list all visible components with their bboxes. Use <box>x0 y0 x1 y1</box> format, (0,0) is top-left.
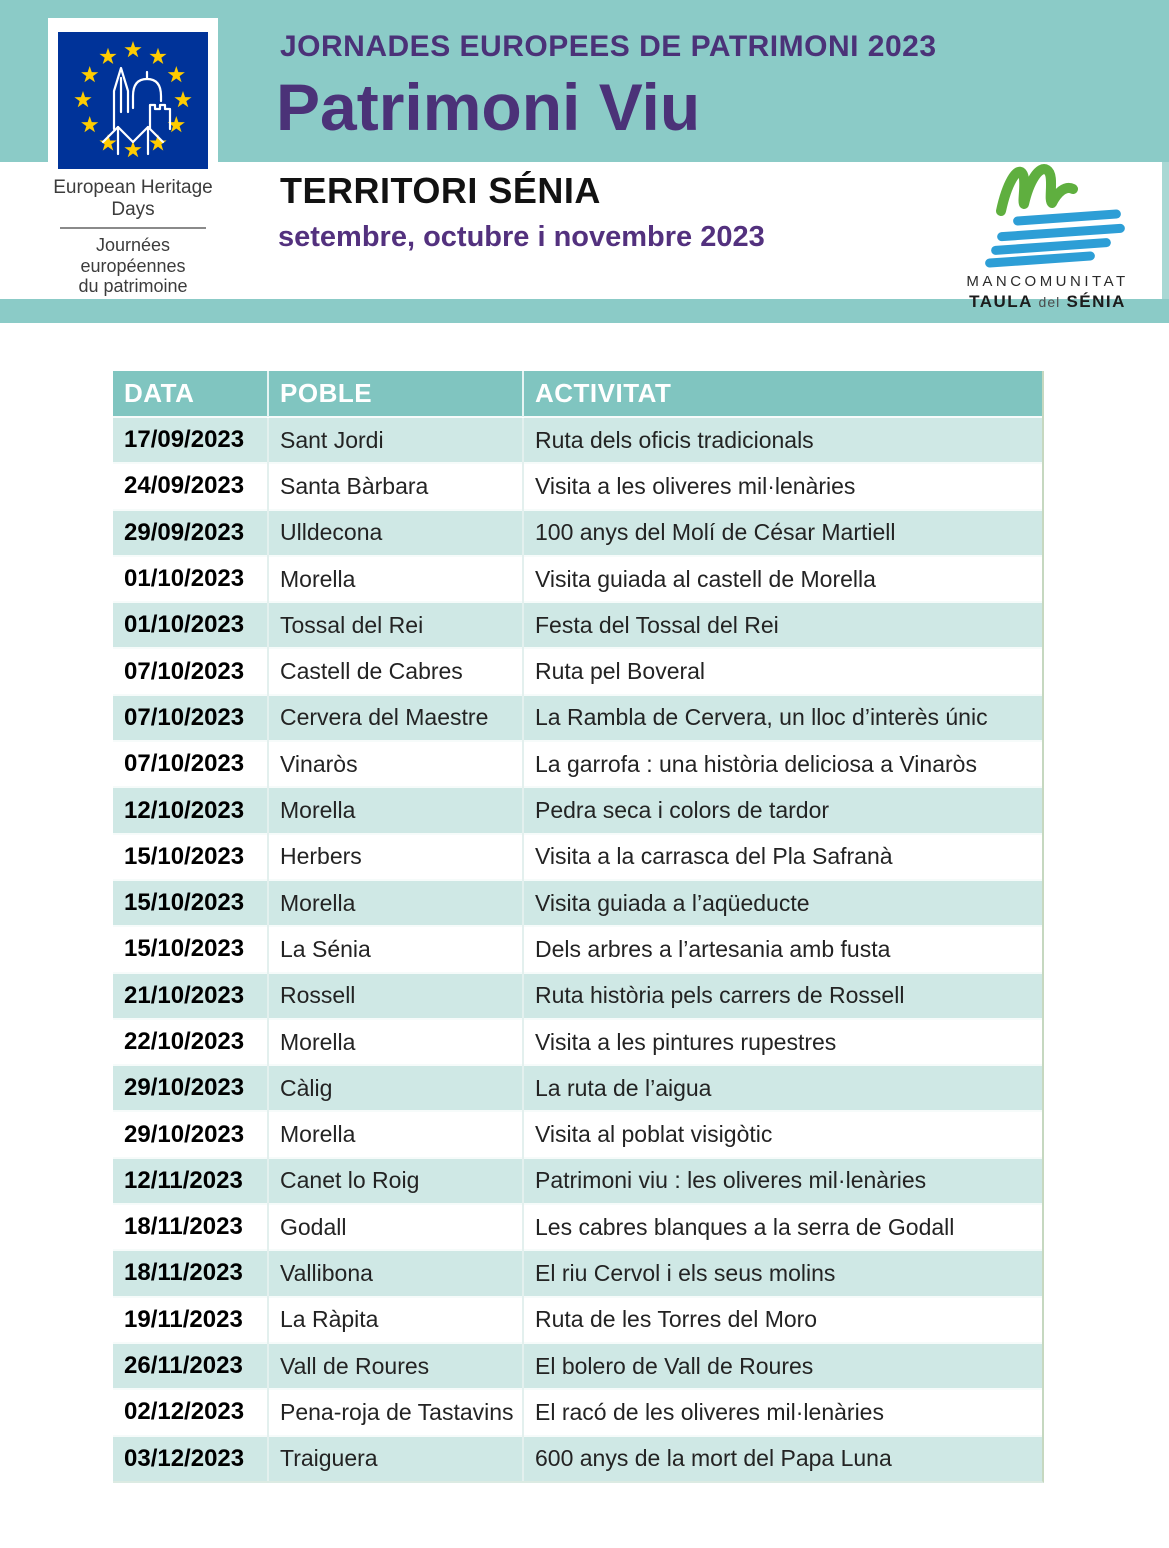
dates-subtitle: setembre, octubre i novembre 2023 <box>278 221 765 253</box>
event-activity: Ruta dels oficis tradicionals <box>523 417 1042 463</box>
table-row <box>113 648 1042 694</box>
table-row <box>113 695 1042 741</box>
event-date: 12/11/2023 <box>113 1158 268 1204</box>
event-activity: Visita guiada al castell de Morella <box>523 556 1042 602</box>
event-town: Sant Jordi <box>268 417 523 463</box>
ehd-logo-text-en: European Heritage Days <box>53 177 213 220</box>
ehd-logo-text-fr2: du patrimoine <box>78 276 188 297</box>
column-header-activitat: ACTIVITAT <box>523 371 1042 417</box>
event-activity: La garrofa : una història deliciosa a Vinaròs <box>523 741 1042 787</box>
table-row <box>113 1158 1042 1204</box>
event-activity: La Rambla de Cervera, un lloc d’interès únic <box>523 695 1042 741</box>
event-town: Morella <box>268 556 523 602</box>
event-activity: Festa del Tossal del Rei <box>523 602 1042 648</box>
territory-subtitle: TERRITORI SÉNIA <box>280 170 601 211</box>
table-header-row <box>113 371 1042 417</box>
event-town: Castell de Cabres <box>268 648 523 694</box>
event-activity: El riu Cervol i els seus molins <box>523 1250 1042 1296</box>
del-word: del <box>1038 294 1061 310</box>
event-town: Morella <box>268 880 523 926</box>
event-kicker: JORNADES EUROPEES DE PATRIMONI 2023 <box>280 30 937 63</box>
taula-del-senia-label <box>955 292 1140 312</box>
ehd-logo-divider <box>60 227 206 229</box>
event-town: Càlig <box>268 1065 523 1111</box>
mancomunitat-logo <box>955 155 1140 311</box>
event-activity: Visita a les oliveres mil·lenàries <box>523 463 1042 509</box>
event-town: Morella <box>268 1019 523 1065</box>
event-town: Ulldecona <box>268 510 523 556</box>
table-row <box>113 880 1042 926</box>
table-row <box>113 1019 1042 1065</box>
table-row <box>113 973 1042 1019</box>
event-activity: Ruta història pels carrers de Rossell <box>523 973 1042 1019</box>
event-activity: Ruta pel Boveral <box>523 648 1042 694</box>
page-title: Patrimoni Viu <box>276 70 701 144</box>
event-activity: El bolero de Vall de Roures <box>523 1343 1042 1389</box>
table-row <box>113 1065 1042 1111</box>
event-date: 03/12/2023 <box>113 1436 268 1481</box>
event-town: Canet lo Roig <box>268 1158 523 1204</box>
event-date: 19/11/2023 <box>113 1297 268 1343</box>
taula-word: TAULA <box>969 292 1033 311</box>
table-row <box>113 417 1042 463</box>
event-date: 15/10/2023 <box>113 834 268 880</box>
event-date: 18/11/2023 <box>113 1250 268 1296</box>
event-town: Vallibona <box>268 1250 523 1296</box>
column-header-data: DATA <box>113 371 268 417</box>
event-activity: Visita a les pintures rupestres <box>523 1019 1042 1065</box>
table-row <box>113 1204 1042 1250</box>
mancomunitat-m-icon <box>993 157 1103 219</box>
event-town: Tossal del Rei <box>268 602 523 648</box>
event-activity: Patrimoni viu : les oliveres mil·lenàries <box>523 1158 1042 1204</box>
event-date: 01/10/2023 <box>113 556 268 602</box>
event-activity: Visita a la carrasca del Pla Safranà <box>523 834 1042 880</box>
event-town: Vinaròs <box>268 741 523 787</box>
event-activity: 100 anys del Molí de César Martiell <box>523 510 1042 556</box>
event-town: Vall de Roures <box>268 1343 523 1389</box>
event-activity: Les cabres blanques a la serra de Godall <box>523 1204 1042 1250</box>
event-activity: El racó de les oliveres mil·lenàries <box>523 1389 1042 1435</box>
event-town: Santa Bàrbara <box>268 463 523 509</box>
event-date: 07/10/2023 <box>113 741 268 787</box>
event-town: Traiguera <box>268 1436 523 1481</box>
table-row <box>113 1389 1042 1435</box>
event-date: 12/10/2023 <box>113 787 268 833</box>
event-date: 07/10/2023 <box>113 648 268 694</box>
table-row <box>113 1250 1042 1296</box>
table-row <box>113 787 1042 833</box>
table-row <box>113 834 1042 880</box>
table-row <box>113 1297 1042 1343</box>
event-date: 29/09/2023 <box>113 510 268 556</box>
event-town: Godall <box>268 1204 523 1250</box>
table-row <box>113 1436 1042 1481</box>
event-date: 29/10/2023 <box>113 1065 268 1111</box>
european-heritage-days-logo <box>48 18 218 297</box>
table-row <box>113 510 1042 556</box>
table-row <box>113 602 1042 648</box>
event-date: 15/10/2023 <box>113 926 268 972</box>
event-town: La Sénia <box>268 926 523 972</box>
event-date: 02/12/2023 <box>113 1389 268 1435</box>
event-activity: Visita al poblat visigòtic <box>523 1111 1042 1157</box>
event-date: 15/10/2023 <box>113 880 268 926</box>
event-date: 26/11/2023 <box>113 1343 268 1389</box>
event-town: Morella <box>268 787 523 833</box>
event-date: 21/10/2023 <box>113 973 268 1019</box>
event-town: Morella <box>268 1111 523 1157</box>
event-date: 17/09/2023 <box>113 417 268 463</box>
table-row <box>113 741 1042 787</box>
table-row <box>113 926 1042 972</box>
event-date: 01/10/2023 <box>113 602 268 648</box>
event-date: 29/10/2023 <box>113 1111 268 1157</box>
table-row <box>113 556 1042 602</box>
event-town: Herbers <box>268 834 523 880</box>
event-activity: Visita guiada a l’aqüeducte <box>523 880 1042 926</box>
ehd-logo-text-fr1: Journées européennes <box>80 235 186 276</box>
event-activity: Ruta de les Torres del Moro <box>523 1297 1042 1343</box>
column-header-poble: POBLE <box>268 371 523 417</box>
table-row <box>113 1343 1042 1389</box>
event-activity: 600 anys de la mort del Papa Luna <box>523 1436 1042 1481</box>
event-activity: Dels arbres a l’artesania amb fusta <box>523 926 1042 972</box>
eu-flag-emblem-icon <box>58 32 208 169</box>
event-activity: Pedra seca i colors de tardor <box>523 787 1042 833</box>
senia-word: SÉNIA <box>1066 292 1126 311</box>
event-activity: La ruta de l’aigua <box>523 1065 1042 1111</box>
event-town: Cervera del Maestre <box>268 695 523 741</box>
table-row <box>113 1111 1042 1157</box>
event-town: Rossell <box>268 973 523 1019</box>
event-date: 24/09/2023 <box>113 463 268 509</box>
events-table-body <box>113 417 1042 1481</box>
event-date: 22/10/2023 <box>113 1019 268 1065</box>
event-date: 07/10/2023 <box>113 695 268 741</box>
table-row <box>113 463 1042 509</box>
event-town: La Ràpita <box>268 1297 523 1343</box>
event-date: 18/11/2023 <box>113 1204 268 1250</box>
events-table <box>113 371 1044 1483</box>
event-town: Pena-roja de Tastavins <box>268 1389 523 1435</box>
mancomunitat-label: MANCOMUNITAT <box>966 273 1129 290</box>
